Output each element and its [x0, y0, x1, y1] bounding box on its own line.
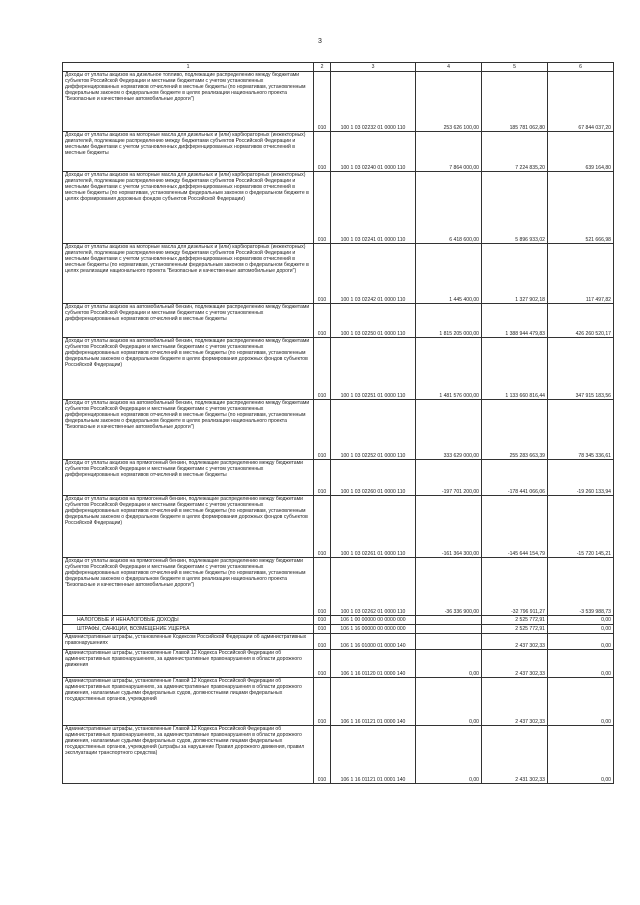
budget-classification-code-cell: 100 1 03 02260 01 0000 110 — [331, 460, 416, 496]
executed-amount-cell: -178 441 066,06 — [482, 460, 548, 496]
table-row — [63, 616, 614, 625]
executed-amount-cell: 7 224 835,20 — [482, 132, 548, 172]
budget-classification-code-cell: 100 1 03 02262 01 0000 110 — [331, 558, 416, 616]
page-number: 3 — [318, 38, 322, 45]
executed-amount-cell: 5 896 933,02 — [482, 172, 548, 244]
unexecuted-amount-cell: 639 164,80 — [548, 132, 614, 172]
approved-amount-cell: -36 336 900,00 — [416, 558, 482, 616]
executed-amount-cell: -32 796 911,27 — [482, 558, 548, 616]
approved-amount-cell: 253 626 100,00 — [416, 72, 482, 132]
unexecuted-amount-cell: 521 666,98 — [548, 172, 614, 244]
executed-amount-cell: 2 431 302,33 — [482, 726, 548, 784]
unexecuted-amount-cell: -3 539 988,73 — [548, 558, 614, 616]
table-row — [63, 304, 614, 338]
table-row — [63, 634, 614, 650]
executed-amount-cell: 2 437 302,33 — [482, 678, 548, 726]
approved-amount-cell: 0,00 — [416, 726, 482, 784]
revenue-name-cell: Доходы от уплаты акцизов на автомобильный бензин, подлежащие распределению между бюджетами субъектов Российской Федерации и местными бюджетами с учетом установленных дифференцированных нормативов отчислений в местные бюджеты (по нормативам, установленным федеральным законом о федеральном бюджете в целях реализации национального проекта "Безопасные и качественные автомобильные дороги") — [63, 400, 314, 460]
revenue-name-cell: Доходы от уплаты акцизов на моторные масла для дизельных и (или) карбюраторных (инжекторных) двигателей, подлежащие распределению между бюджетами субъектов Российской Федерации и местными бюджетами с учетом установленных дифференцированных нормативов отчислений в местные бюджеты (по нормативам, установленным федеральным законом о федеральном бюджете в целях формирования дорожных фондов субъектов Российской Федерации) — [63, 172, 314, 244]
executed-amount-cell: 185 781 062,80 — [482, 72, 548, 132]
revenue-name-cell: Доходы от уплаты акцизов на прямогонный бензин, подлежащие распределению между бюджетами субъектов Российской Федерации и местными бюджетами с учетом установленных дифференцированных нормативов отчислений в местные бюджеты (по нормативам, установленным федеральным законом о федеральном бюджете в целях формирования дорожных фондов субъектов Российской Федерации) — [63, 496, 314, 558]
unexecuted-amount-cell: -15 720 145,21 — [548, 496, 614, 558]
revenue-name-cell: Административные штрафы, установленные Главой 12 Кодекса Российской Федерации об административных правонарушениях, за административные правонарушения в области дорожного движения, налагаемые судьями федеральных судов, должностными лицами федеральных государственных органов, учреждений — [63, 678, 314, 726]
unexecuted-amount-cell: 67 844 037,20 — [548, 72, 614, 132]
line-code-cell: 010 — [314, 338, 331, 400]
column-header: 4 — [416, 63, 482, 72]
table-row — [63, 400, 614, 460]
column-header: 1 — [63, 63, 314, 72]
table-row — [63, 460, 614, 496]
approved-amount-cell — [416, 634, 482, 650]
unexecuted-amount-cell: 0,00 — [548, 726, 614, 784]
approved-amount-cell: -161 364 300,00 — [416, 496, 482, 558]
budget-classification-code-cell: 100 1 03 02241 01 0000 110 — [331, 172, 416, 244]
unexecuted-amount-cell: 78 345 336,61 — [548, 400, 614, 460]
line-code-cell: 010 — [314, 616, 331, 625]
executed-amount-cell: -145 644 154,79 — [482, 496, 548, 558]
budget-classification-code-cell: 106 1 16 01121 01 0000 140 — [331, 678, 416, 726]
revenue-name-cell: Доходы от уплаты акцизов на дизельное топливо, подлежащие распределению между бюджетами субъектов Российской Федерации и местными бюджетами с учетом установленных дифференцированных нормативов отчислений в местные бюджеты (по нормативам, установленным федеральным законом о федеральном бюджете в целях реализации национального проекта "Безопасные и качественные автомобильные дороги") — [63, 72, 314, 132]
line-code-cell: 010 — [314, 650, 331, 678]
table-row — [63, 678, 614, 726]
column-header: 3 — [331, 63, 416, 72]
line-code-cell: 010 — [314, 678, 331, 726]
revenue-name-cell: Доходы от уплаты акцизов на прямогонный бензин, подлежащие распределению между бюджетами субъектов Российской Федерации и местными бюджетами с учетом установленных дифференцированных нормативов отчислений в местные бюджеты (по нормативам, установленным федеральным законом о федеральном бюджете в целях реализации национального проекта "Безопасные и качественные автомобильные дороги") — [63, 558, 314, 616]
revenue-name-cell: НАЛОГОВЫЕ И НЕНАЛОГОВЫЕ ДОХОДЫ — [63, 616, 314, 625]
table-row — [63, 338, 614, 400]
approved-amount-cell: 0,00 — [416, 678, 482, 726]
approved-amount-cell: 333 629 000,00 — [416, 400, 482, 460]
approved-amount-cell: 1 445 400,00 — [416, 244, 482, 304]
approved-amount-cell: 1 815 205 000,00 — [416, 304, 482, 338]
approved-amount-cell: -197 701 200,00 — [416, 460, 482, 496]
unexecuted-amount-cell: -19 260 133,94 — [548, 460, 614, 496]
executed-amount-cell: 1 327 902,18 — [482, 244, 548, 304]
table-row — [63, 132, 614, 172]
executed-amount-cell: 1 133 660 816,44 — [482, 338, 548, 400]
budget-classification-code-cell: 100 1 03 02250 01 0000 110 — [331, 304, 416, 338]
executed-amount-cell: 2 437 302,33 — [482, 634, 548, 650]
unexecuted-amount-cell: 0,00 — [548, 625, 614, 634]
revenue-name-cell: Доходы от уплаты акцизов на автомобильный бензин, подлежащие распределению между бюджетами субъектов Российской Федерации и местными бюджетами с учетом установленных дифференцированных нормативов отчислений в местные бюджеты (по нормативам, установленным федеральным законом о федеральном бюджете в целях формирования дорожных фондов субъектов Российской Федерации) — [63, 338, 314, 400]
budget-classification-code-cell: 106 1 16 01120 01 0000 140 — [331, 650, 416, 678]
line-code-cell: 010 — [314, 244, 331, 304]
line-code-cell: 010 — [314, 726, 331, 784]
approved-amount-cell — [416, 616, 482, 625]
executed-amount-cell: 2 525 772,91 — [482, 625, 548, 634]
table-row — [63, 172, 614, 244]
unexecuted-amount-cell: 0,00 — [548, 634, 614, 650]
budget-classification-code-cell: 106 1 16 01000 01 0000 140 — [331, 634, 416, 650]
budget-revenue-table — [62, 62, 614, 784]
table-row — [63, 625, 614, 634]
revenue-name-cell: Административные штрафы, установленные Кодексом Российской Федерации об административных правонарушениях — [63, 634, 314, 650]
budget-classification-code-cell: 106 1 16 00000 00 0000 000 — [331, 625, 416, 634]
unexecuted-amount-cell: 117 497,82 — [548, 244, 614, 304]
line-code-cell: 010 — [314, 460, 331, 496]
executed-amount-cell: 2 525 772,91 — [482, 616, 548, 625]
line-code-cell: 010 — [314, 172, 331, 244]
column-header: 2 — [314, 63, 331, 72]
table-row — [63, 72, 614, 132]
approved-amount-cell: 6 418 600,00 — [416, 172, 482, 244]
executed-amount-cell: 2 437 302,33 — [482, 650, 548, 678]
line-code-cell: 010 — [314, 304, 331, 338]
unexecuted-amount-cell: 0,00 — [548, 678, 614, 726]
approved-amount-cell: 0,00 — [416, 650, 482, 678]
revenue-name-cell: Доходы от уплаты акцизов на моторные масла для дизельных и (или) карбюраторных (инжекторных) двигателей, подлежащие распределению между бюджетами субъектов Российской Федерации и местными бюджетами с учетом установленных дифференцированных нормативов отчислений в местные бюджеты — [63, 132, 314, 172]
line-code-cell: 010 — [314, 634, 331, 650]
table-body — [63, 72, 614, 784]
table-row — [63, 650, 614, 678]
budget-classification-code-cell: 100 1 03 02240 01 0000 110 — [331, 132, 416, 172]
unexecuted-amount-cell: 347 915 183,56 — [548, 338, 614, 400]
unexecuted-amount-cell: 0,00 — [548, 616, 614, 625]
line-code-cell: 010 — [314, 400, 331, 460]
approved-amount-cell: 1 481 576 000,00 — [416, 338, 482, 400]
table-row — [63, 726, 614, 784]
column-header: 6 — [548, 63, 614, 72]
line-code-cell: 010 — [314, 496, 331, 558]
revenue-name-cell: Административные штрафы, установленные Главой 12 Кодекса Российской Федерации об административных правонарушениях, за административные правонарушения в области дорожного движения, налагаемые судьями федеральных судов, должностными лицами федеральных государственных органов, учреждений (штрафы за нарушение Правил дорожного движения, правил эксплуатации транспортного средства) — [63, 726, 314, 784]
line-code-cell: 010 — [314, 558, 331, 616]
table-row — [63, 558, 614, 616]
revenue-name-cell: Доходы от уплаты акцизов на моторные масла для дизельных и (или) карбюраторных (инжекторных) двигателей, подлежащие распределению между бюджетами субъектов Российской Федерации и местными бюджетами с учетом установленных дифференцированных нормативов отчислений в местные бюджеты (по нормативам, установленным федеральным законом о федеральном бюджете в целях реализации национального проекта "Безопасные и качественные автомобильные дороги") — [63, 244, 314, 304]
budget-classification-code-cell: 100 1 03 02261 01 0000 110 — [331, 496, 416, 558]
budget-classification-code-cell: 106 1 16 01121 01 0001 140 — [331, 726, 416, 784]
approved-amount-cell: 7 864 000,00 — [416, 132, 482, 172]
table-row — [63, 244, 614, 304]
revenue-name-cell: Доходы от уплаты акцизов на автомобильный бензин, подлежащие распределению между бюджетами субъектов Российской Федерации и местными бюджетами с учетом установленных дифференцированных нормативов отчислений в местные бюджеты — [63, 304, 314, 338]
line-code-cell: 010 — [314, 625, 331, 634]
line-code-cell: 010 — [314, 72, 331, 132]
budget-classification-code-cell: 100 1 03 02242 01 0000 110 — [331, 244, 416, 304]
unexecuted-amount-cell: 426 260 520,17 — [548, 304, 614, 338]
executed-amount-cell: 1 388 944 479,83 — [482, 304, 548, 338]
column-header: 5 — [482, 63, 548, 72]
executed-amount-cell: 255 283 663,39 — [482, 400, 548, 460]
unexecuted-amount-cell: 0,00 — [548, 650, 614, 678]
budget-classification-code-cell: 100 1 03 02252 01 0000 110 — [331, 400, 416, 460]
revenue-name-cell: ШТРАФЫ, САНКЦИИ, ВОЗМЕЩЕНИЕ УЩЕРБА — [63, 625, 314, 634]
table-row — [63, 496, 614, 558]
budget-classification-code-cell: 100 1 03 02251 01 0000 110 — [331, 338, 416, 400]
line-code-cell: 010 — [314, 132, 331, 172]
revenue-name-cell: Доходы от уплаты акцизов на прямогонный бензин, подлежащие распределению между бюджетами субъектов Российской Федерации и местными бюджетами с учетом установленных дифференцированных нормативов отчислений в местные бюджеты — [63, 460, 314, 496]
budget-classification-code-cell: 106 1 00 00000 00 0000 000 — [331, 616, 416, 625]
column-number-header — [63, 63, 614, 72]
approved-amount-cell — [416, 625, 482, 634]
revenue-name-cell: Административные штрафы, установленные Главой 12 Кодекса Российской Федерации об административных правонарушениях, за административные правонарушения в области дорожного движения — [63, 650, 314, 678]
budget-classification-code-cell: 100 1 03 02232 01 0000 110 — [331, 72, 416, 132]
